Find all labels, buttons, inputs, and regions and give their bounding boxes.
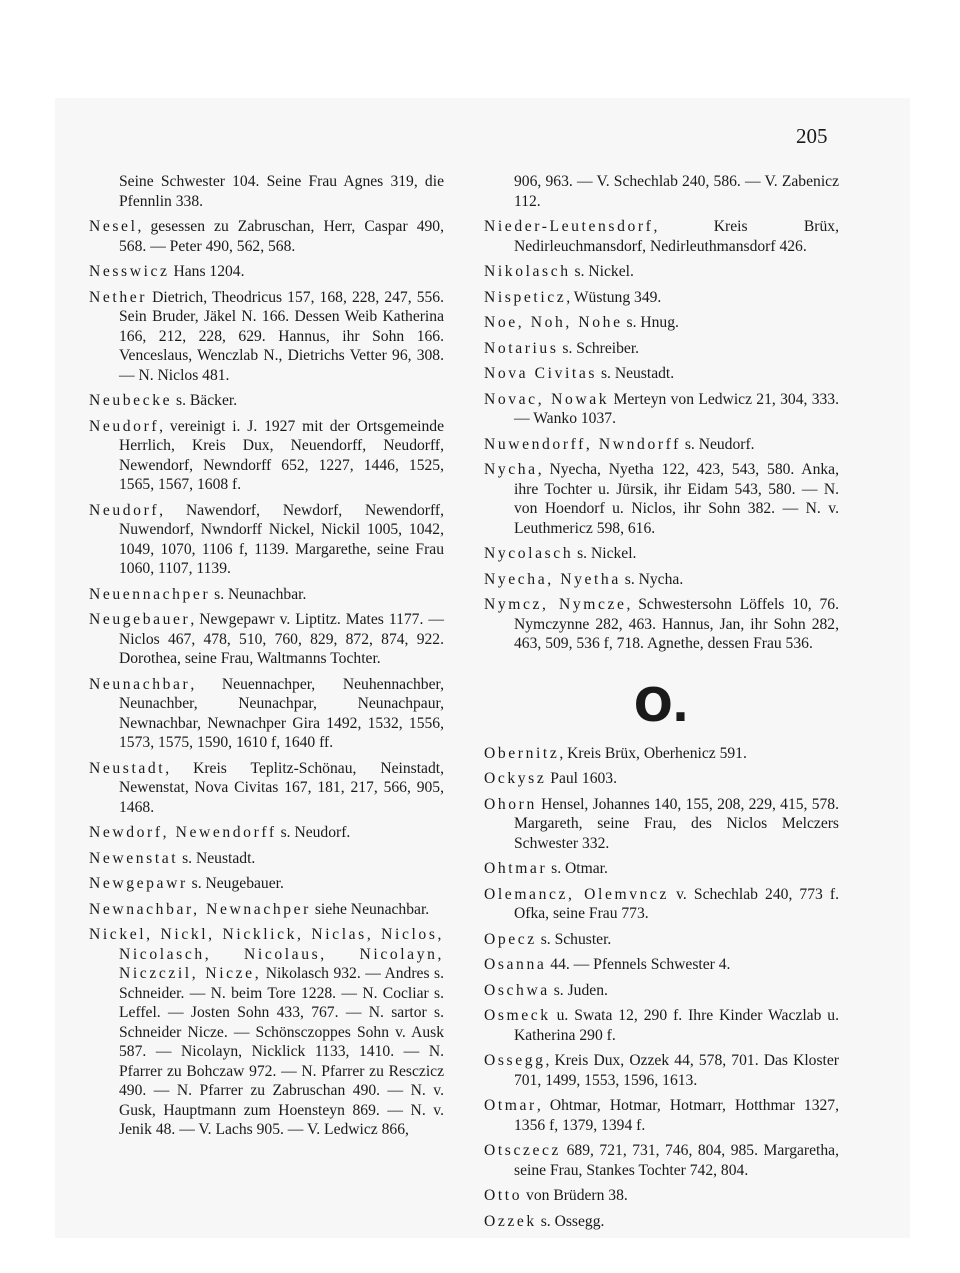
index-entry [484, 859, 839, 879]
page-number: 205 [796, 124, 828, 148]
index-entry [484, 364, 839, 384]
entry-text: s. Nycha. [620, 570, 684, 588]
entry-headword: Ossegg [484, 1052, 546, 1069]
entry-text: s. Hnug. [622, 314, 679, 331]
right-column [484, 172, 839, 1237]
entry-headword: Neustadt [89, 759, 166, 777]
index-entry [484, 570, 839, 590]
entry-headword: Osmeck [484, 1007, 551, 1024]
entry-headword: Nymcz, Nymcze [484, 596, 627, 613]
entry-text: 44. — Pfennels Schwester 4. [546, 956, 731, 973]
index-entry [89, 759, 444, 818]
index-entry [484, 955, 839, 975]
entry-text: s. Schuster. [536, 930, 612, 948]
entry-text: u. Swata 12, 290 f. Ihre Kinder Waczlab u. Katherina 290 f. [514, 1007, 839, 1044]
entry-headword: Notarius [484, 339, 559, 357]
index-entry [484, 544, 839, 564]
entry-text: , Kreis Brüx, Nedirleuchmansdorf, Nedirleuthmansdorf 426. [514, 218, 839, 255]
index-entry [484, 1141, 839, 1180]
entry-text: , Kreis Brüx, Oberhenicz 591. [559, 744, 747, 762]
index-entry [484, 313, 839, 333]
entry-headword: Nesel [89, 218, 138, 235]
index-entry [89, 849, 444, 869]
entry-headword: Ohtmar [484, 860, 548, 877]
entry-headword: Nether [89, 288, 148, 306]
entry-headword: Ohorn [484, 795, 537, 813]
entry-headword: Newenstat [89, 849, 179, 867]
index-entry [89, 874, 444, 894]
index-entry [484, 1006, 839, 1045]
entry-headword: Obernitz [484, 744, 560, 762]
index-entry [484, 1186, 839, 1206]
entry-headword: Nikolasch [484, 263, 571, 280]
entry-text: s. Neudorf. [680, 435, 755, 453]
entry-headword: Novac, Nowak [484, 390, 610, 408]
index-entry [484, 930, 839, 950]
index-entry [484, 172, 839, 211]
index-entry [484, 1212, 839, 1232]
entry-headword: Newdorf, Newendorff [89, 824, 277, 841]
entry-text: von Brüdern 38. [522, 1187, 628, 1204]
entry-headword: Newnachbar, Newnachper [89, 900, 311, 918]
entry-text: , gesessen zu Zabruschan, Herr, Caspar 490, 568. — Peter 490, 562, 568. [119, 218, 444, 255]
entry-headword: Neugebauer [89, 611, 191, 628]
entry-text: , Nawendorf, Newdorf, Newendorff, Nuwendorf, Nwndorff Nickel, Nickil 1005, 1042, 1049, 1070, 1106 f, 1139. Margarethe, seine Frau 1060, 1107, 1139. [119, 501, 444, 577]
entry-headword: Nyecha, Nyetha [484, 570, 621, 588]
index-entry [484, 288, 839, 308]
index-entry [89, 925, 444, 1140]
index-entry [89, 391, 444, 411]
entry-headword: Noe, Noh, Nohe [484, 314, 623, 331]
index-entry [89, 262, 444, 282]
entry-headword: Nispeticz [484, 288, 567, 306]
entry-text: , Wüstung 349. [566, 288, 662, 306]
entry-headword: Nesswicz [89, 263, 170, 280]
index-entry [484, 217, 839, 256]
index-entry [484, 981, 839, 1001]
entry-text: 689, 721, 731, 746, 804, 985. Margaretha, seine Frau, Stankes Tochter 742, 804. [514, 1142, 839, 1179]
index-entry [484, 744, 839, 764]
index-entry [484, 460, 839, 538]
left-column [89, 172, 444, 1146]
right-column-bottom [484, 744, 839, 1232]
entry-text: Merteyn von Ledwicz 21, 304, 333. — Wanko 1037. [514, 390, 840, 427]
entry-headword: Neubecke [89, 392, 173, 409]
entry-text: s. Bäcker. [172, 392, 238, 409]
entry-text: s. Neudorf. [276, 824, 351, 841]
index-entry [484, 795, 839, 854]
entry-headword: Opecz [484, 930, 537, 948]
index-entry [484, 595, 839, 654]
entry-text: Hensel, Johannes 140, 155, 208, 229, 415, 578. Margareth, seine Frau, des Niclos Melczers Schwester 332. [514, 795, 839, 852]
entry-text: s. Nickel. [570, 263, 634, 280]
entry-headword: Otsczecz [484, 1142, 562, 1159]
entry-text: s. Neustadt. [597, 365, 675, 382]
index-entry [484, 1051, 839, 1090]
entry-text: Hans 1204. [169, 263, 245, 280]
entry-text: siehe Neunachbar. [310, 900, 430, 918]
entry-text: Seine Schwester 104. Seine Frau Agnes 319, die Pfennlin 338. [119, 173, 444, 210]
entry-text: , Schwestersohn Löffels 10, 76. Nymczynne 282, 463. Hannus, Jan, ihr Sohn 282, 463, 509, 536 f, 718. Agnethe, dessen Frau 536. [514, 596, 840, 652]
entry-headword: Nuwendorff, Nwndorff [484, 435, 681, 453]
index-entry [484, 339, 839, 359]
index-entry [484, 435, 839, 455]
entry-text: Dietrich, Theodricus 157, 168, 228, 247, 556. Sein Bruder, Jäkel N. 166. Dessen Weib Katherina 166, 212, 228, 629. Hannus, ihr Sohn 166. Venceslaus, Wenczlab N., Dietrichs Vetter 96, 308. — N. Niclos 481. [119, 288, 444, 384]
index-entry [89, 417, 444, 495]
entry-headword: Ockysz [484, 770, 547, 787]
entry-text: , Nyecha, Nyetha 122, 423, 543, 580. Anka, ihre Tochter u. Jürsik, ihr Eidam 543, 580. — N. von Hoendorf u. Niclos, ihr Sohn 382. — N. v. Leuthmericz 598, 616. [514, 461, 839, 537]
entry-text: s. Ossegg. [536, 1212, 605, 1230]
entry-headword: Nova Civitas [484, 365, 598, 382]
index-entry [89, 288, 444, 386]
entry-text: , Neuennachper, Neuhennachber, Neunachber, Neunachpar, Neunachpaur, Newnachbar, Newnachper Gira 1492, 1532, 1556, 1573, 1575, 1590, 1610 f, 1640 ff. [119, 675, 444, 751]
entry-text: s. Otmar. [547, 860, 608, 877]
entry-headword: Nieder-Leutensdorf [484, 218, 654, 235]
entry-text: , Ohtmar, Hotmar, Hotmarr, Hotthmar 1327, 1356 f, 1379, 1394 f. [514, 1097, 839, 1134]
entry-text: , Newgepawr v. Liptitz. Mates 1177. — Niclos 467, 478, 510, 760, 829, 872, 874, 922. Dorothea, seine Frau, Waltmanns Tochter. [119, 611, 444, 667]
entry-headword: Neunachbar [89, 675, 191, 693]
entry-text: s. Schreiber. [558, 339, 640, 357]
entry-headword: Oschwa [484, 981, 550, 999]
index-entry [89, 172, 444, 211]
entry-text: s. Neunachbar. [210, 585, 307, 603]
entry-text: , vereinigt i. J. 1927 mit der Ortsgemeinde Herrlich, Kreis Dux, Neuendorff, Neudorff, Newendorf, Newndorff 652, 1227, 1446, 1525, 1565, 1567, 1608 f. [119, 417, 444, 493]
index-entry [89, 217, 444, 256]
entry-text: , Kreis Dux, Ozzek 44, 578, 701. Das Kloster 701, 1499, 1553, 1596, 1613. [514, 1052, 839, 1089]
entry-text: s. Neustadt. [178, 849, 256, 867]
index-entry [89, 823, 444, 843]
entry-text: s. Juden. [549, 981, 608, 999]
index-entry [484, 390, 839, 429]
entry-text: s. Nickel. [573, 545, 637, 562]
index-entry [89, 675, 444, 753]
entry-headword: Otmar [484, 1097, 537, 1114]
entry-headword: Ozzek [484, 1212, 537, 1230]
index-entry [484, 769, 839, 789]
entry-text: 906, 963. — V. Schechlab 240, 586. — V. Zabenicz 112. [514, 173, 839, 210]
section-letter: O. [633, 677, 690, 732]
entry-headword: Nickel, Nickl, Nicklick, Niclas, Niclos, Nicolasch, Nicolaus, Nicolayn, Niczczil, Nicze, [89, 926, 444, 982]
index-entry [89, 610, 444, 669]
index-entry [89, 501, 444, 579]
entry-text: Nikolasch 932. — Andres s. Schneider. — N. beim Tore 1228. — N. Cocliar s. Leffel. — Josten Sohn 433, 767. — N. sartor s. Schneider Nicze. — Schönsczoppes Sohn v. Ausk 587. — Nicolayn, Nicklick 1133, 1410. — N. Pfarrer zu Bohczaw 972. — N. Pfarrer zu Resczicz 490. — N. Pfarrer zu Zabruschan 490. — N. v. Gusk, Hauptmann zum Hoensteyn 869. — N. v. Jenik 48. — V. Lachs 905. — V. Ledwicz 866, [119, 965, 444, 1138]
entry-headword: Neudorf [89, 417, 160, 435]
index-entry [89, 585, 444, 605]
entry-text: v. Schechlab 240, 773 f. Ofka, seine Frau 773. [514, 885, 839, 922]
entry-headword: Nycha [484, 461, 538, 478]
entry-headword: Neuennachper [89, 585, 211, 603]
entry-headword: Osanna [484, 956, 547, 973]
index-entry [484, 885, 839, 924]
entry-headword: Nycolasch [484, 545, 574, 562]
index-entry [89, 900, 444, 920]
entry-headword: Newgepawr [89, 875, 188, 892]
entry-headword: Olemancz, Olemvncz [484, 885, 670, 903]
entry-text: s. Neugebauer. [187, 875, 284, 892]
right-column-top [484, 172, 839, 654]
entry-text: , Kreis Teplitz-Schönau, Neinstadt, Newenstat, Nova Civitas 167, 181, 217, 566, 905, 1468. [119, 759, 444, 816]
entry-text: Paul 1603. [546, 770, 617, 787]
entry-headword: Otto [484, 1187, 523, 1204]
entry-headword: Neudorf [89, 501, 160, 519]
index-entry [484, 1096, 839, 1135]
index-entry [484, 262, 839, 282]
